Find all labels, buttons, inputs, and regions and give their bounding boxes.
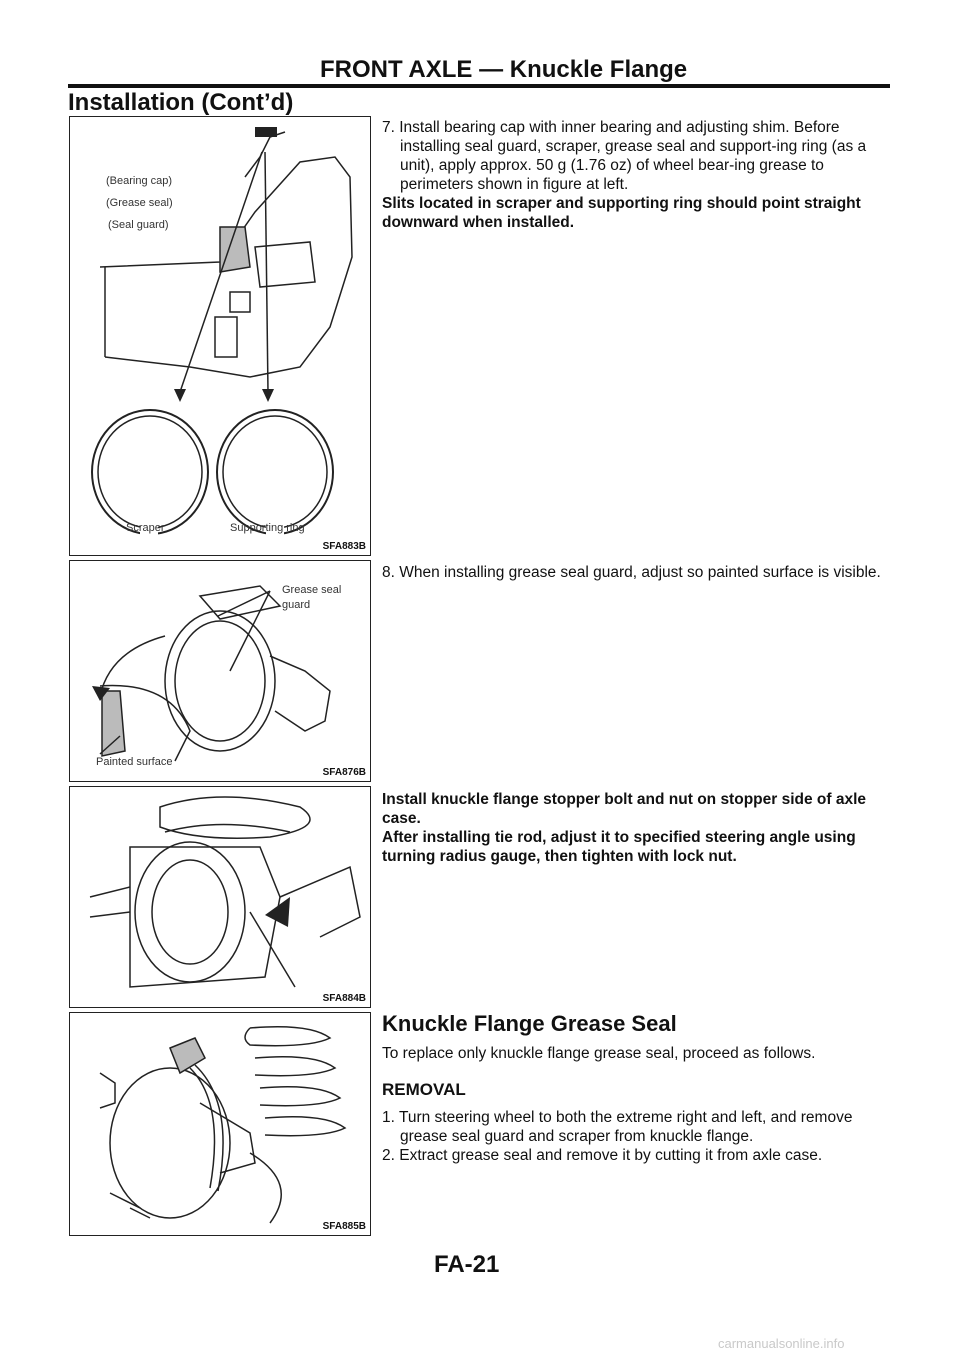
removal-step-2: 2. Extract grease seal and remove it by cutting it from axle case.: [382, 1147, 823, 1164]
page-subtitle: Installation (Cont’d): [68, 89, 294, 116]
label-bearing-cap: (Bearing cap): [106, 175, 173, 187]
label-scraper: Scraper: [126, 522, 165, 534]
step-7-note: Slits located in scraper and supporting ring should point straight downward when installed.: [382, 195, 861, 231]
figure-code: SFA885B: [322, 1221, 366, 1232]
figure-code: SFA876B: [322, 767, 366, 778]
removal-step-1: 1. Turn steering wheel to both the extreme right and left, and remove grease seal guard and scraper from knuckle flange.: [382, 1109, 853, 1145]
page-title: FRONT AXLE — Knuckle Flange: [320, 56, 688, 83]
label-painted-surface: Painted surface: [96, 756, 173, 768]
stopper-note-2: After installing tie rod, adjust it to specified steering angle using turning radius gauge, then tighten with lock nut.: [382, 829, 856, 865]
figure-grease-seal-removal: [69, 1012, 371, 1236]
figure-painted-surface: [69, 560, 371, 782]
step-8-block: [382, 563, 890, 582]
figure-stopper-bolt: [69, 786, 371, 1008]
stopper-block: [382, 790, 890, 866]
watermark: carmanualsonline.info: [718, 1336, 845, 1351]
label-seal-guard: (Seal guard): [108, 219, 169, 231]
stopper-note-1: Install knuckle flange stopper bolt and nut on stopper side of axle case.: [382, 791, 867, 827]
figure-code: SFA883B: [322, 541, 366, 552]
removal-steps: [382, 1108, 890, 1165]
grease-seal-removal-drawing: [70, 1013, 370, 1235]
header-rule: [68, 84, 890, 88]
step-7-block: [382, 118, 890, 232]
stopper-bolt-drawing: [70, 787, 370, 1007]
section-intro: To replace only knuckle flange grease seal, proceed as follows.: [382, 1045, 816, 1062]
label-supporting-ring: Supporting ring: [230, 522, 305, 534]
removal-heading: REMOVAL: [382, 1080, 466, 1099]
step-8-text: 8. When installing grease seal guard, adjust so painted surface is visible.: [382, 564, 881, 581]
step-7-text: 7. Install bearing cap with inner bearing and adjusting shim. Before installing seal guard, scraper, grease seal and support-ing ring (as a unit), apply approx. 50 g (1.76 oz) of wheel bear-ing grease to perimeters shown in figure at left.: [382, 119, 867, 193]
page-number: FA-21: [434, 1251, 500, 1278]
label-grease-seal: (Grease seal): [106, 197, 173, 209]
section-title: Knuckle Flange Grease Seal: [382, 1011, 677, 1036]
figure-code: SFA884B: [322, 993, 366, 1004]
figure-seal-assembly: [69, 116, 371, 556]
label-grease-seal-guard-1: Grease seal: [282, 584, 342, 596]
label-grease-seal-guard-2: guard: [282, 599, 311, 611]
